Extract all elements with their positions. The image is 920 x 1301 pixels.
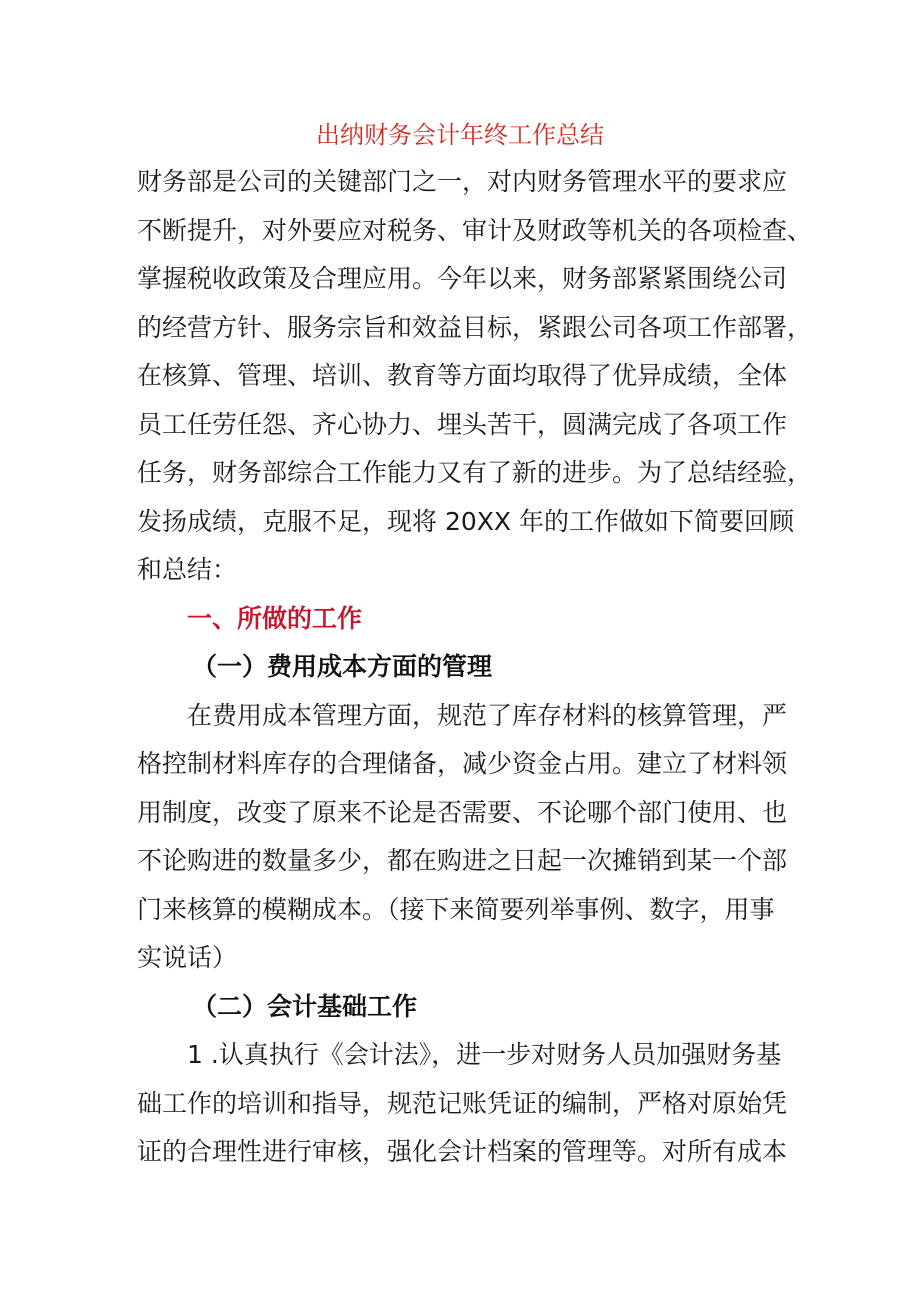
subsection-heading: （一）费用成本方面的管理 xyxy=(192,652,493,681)
section-heading: 一、所做的工作 xyxy=(187,603,363,633)
paragraph-line: 发扬成绩，克服不足，现将 20XX 年的工作做如下简要回顾 xyxy=(137,506,794,536)
paragraph-line: 财务部是公司的关键部门之一，对内财务管理水平的要求应 xyxy=(137,167,788,196)
paragraph-line: 在费用成本管理方面，规范了库存材料的核算管理，严 xyxy=(187,700,788,730)
paragraph-line: 础工作的培训和指导，规范记账凭证的编制，严格对原始凭 xyxy=(137,1088,788,1118)
document-title: 出纳财务会计年终工作总结 xyxy=(316,121,604,149)
paragraph-line: 员工任劳任怨、齐心协力、埋头苦干，圆满完成了各项工作 xyxy=(137,409,788,439)
paragraph-line: 格控制材料库存的合理储备，减少资金占用。建立了材料领 xyxy=(137,749,788,778)
paragraph-line: 不断提升，对外要应对税务、审计及财政等机关的各项检查、 xyxy=(137,215,813,245)
paragraph-line: 证的合理性进行审核，强化会计档案的管理等。对所有成本 xyxy=(137,1137,788,1166)
paragraph-line: 用制度，改变了原来不论是否需要、不论哪个部门使用、也 xyxy=(137,797,788,827)
paragraph-line: 任务，财务部综合工作能力又有了新的进步。为了总结经验， xyxy=(137,458,813,487)
paragraph-line: 实说话） xyxy=(137,943,238,972)
paragraph-line: 的经营方针、服务宗旨和效益目标，紧跟公司各项工作部署， xyxy=(137,312,813,342)
paragraph-line: 掌握税收政策及合理应用。今年以来，财务部紧紧围绕公司 xyxy=(137,264,788,293)
subsection-heading: （二）会计基础工作 xyxy=(192,991,418,1021)
paragraph-line: 不论购进的数量多少，都在购进之日起一次摊销到某一个部 xyxy=(137,846,788,875)
paragraph-line: 门来核算的模糊成本。（接下来简要列举事例、数字，用事 xyxy=(137,894,775,924)
paragraph-line: 在核算、管理、培训、教育等方面均取得了优异成绩，全体 xyxy=(137,361,788,390)
document-body xyxy=(137,158,813,1177)
paragraph-line: 1 .认真执行《会计法》，进一步对财务人员加强财务基 xyxy=(187,1040,782,1069)
paragraph-line: 和总结： xyxy=(137,555,238,584)
